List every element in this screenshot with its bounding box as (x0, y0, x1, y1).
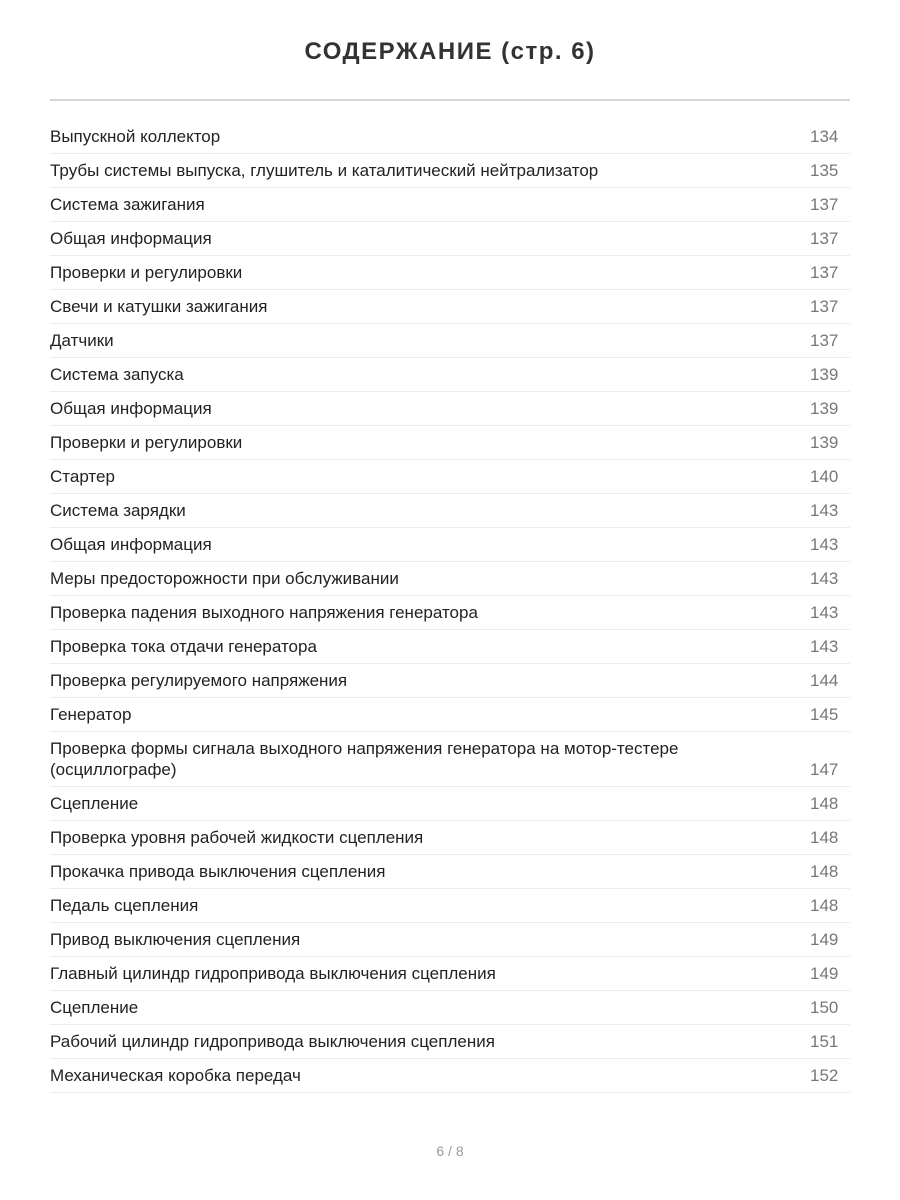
toc-entry[interactable] (50, 821, 850, 855)
toc-entry-page: 149 (810, 964, 839, 983)
toc-entry[interactable] (50, 392, 850, 426)
toc-entry[interactable] (50, 256, 850, 290)
toc-entry-page: 137 (810, 331, 839, 350)
toc-entry-title: Привод выключения сцепления (50, 930, 301, 949)
toc-entry[interactable] (50, 222, 850, 256)
toc-entry[interactable] (50, 698, 850, 732)
toc-entry[interactable] (50, 889, 850, 923)
toc-entry-title: Сцепление (50, 998, 139, 1017)
toc-entry-title: Генератор (50, 705, 132, 724)
toc-entry-title: Проверки и регулировки (50, 433, 243, 452)
toc-entry[interactable] (50, 426, 850, 460)
toc-entry-page: 149 (810, 930, 839, 949)
toc-entry[interactable] (50, 787, 850, 821)
toc-entry[interactable] (50, 664, 850, 698)
toc-entry-title: Проверки и регулировки (50, 263, 243, 282)
toc-entry-page: 152 (810, 1066, 839, 1085)
toc-entry[interactable] (50, 630, 850, 664)
toc-entry-page: 139 (810, 399, 839, 418)
toc-entry-page: 147 (810, 760, 839, 779)
toc-entry-page: 148 (810, 794, 839, 813)
toc-entry-page: 139 (810, 365, 839, 384)
toc-entry-title: Сцепление (50, 794, 139, 813)
toc-entry-page: 151 (810, 1032, 839, 1051)
toc-entry[interactable] (50, 732, 850, 787)
toc-entry-title: Проверка формы сигнала выходного напряжения генератора на мотор-тестере (осциллографе) (50, 739, 679, 779)
toc-entry-title: Прокачка привода выключения сцепления (50, 862, 386, 881)
table-of-contents (50, 120, 850, 1093)
title-divider (50, 99, 850, 101)
toc-entry-title: Общая информация (50, 229, 212, 248)
toc-entry-title: Механическая коробка передач (50, 1066, 301, 1085)
toc-entry-page: 143 (810, 637, 839, 656)
toc-entry-page: 139 (810, 433, 839, 452)
toc-entry-title: Педаль сцепления (50, 896, 199, 915)
toc-entry-page: 148 (810, 828, 839, 847)
toc-entry-page: 148 (810, 896, 839, 915)
toc-entry-page: 137 (810, 195, 839, 214)
toc-entry-title: Проверка уровня рабочей жидкости сцепления (50, 828, 424, 847)
page-title: СОДЕРЖАНИЕ (стр. 6) (304, 38, 596, 65)
toc-entry[interactable] (50, 1059, 850, 1093)
toc-entry-page: 143 (810, 535, 839, 554)
toc-entry[interactable] (50, 494, 850, 528)
toc-entry-title: Стартер (50, 467, 115, 486)
toc-entry[interactable] (50, 596, 850, 630)
toc-entry-page: 143 (810, 501, 839, 520)
toc-entry[interactable] (50, 324, 850, 358)
toc-entry-page: 134 (810, 127, 839, 146)
toc-entry-title: Главный цилиндр гидропривода выключения сцепления (50, 964, 496, 983)
toc-entry-page: 144 (810, 671, 839, 690)
toc-entry-page: 143 (810, 603, 839, 622)
toc-entry-page: 137 (810, 229, 839, 248)
toc-entry-title: Проверка падения выходного напряжения генератора (50, 603, 478, 622)
toc-entry[interactable] (50, 991, 850, 1025)
toc-entry-title: Система зажигания (50, 195, 205, 214)
toc-entry[interactable] (50, 855, 850, 889)
toc-entry-page: 148 (810, 862, 839, 881)
toc-entry-title: Рабочий цилиндр гидропривода выключения сцепления (50, 1032, 495, 1051)
toc-entry[interactable] (50, 290, 850, 324)
toc-entry-page: 135 (810, 161, 839, 180)
toc-entry[interactable] (50, 120, 850, 154)
toc-entry-title: Меры предосторожности при обслуживании (50, 569, 399, 588)
toc-entry-page: 150 (810, 998, 839, 1017)
toc-entry-title: Проверка регулируемого напряжения (50, 671, 348, 690)
toc-entry[interactable] (50, 562, 850, 596)
toc-entry-title: Система зарядки (50, 501, 186, 520)
toc-entry-page: 145 (810, 705, 839, 724)
toc-entry[interactable] (50, 188, 850, 222)
toc-entry-title: Трубы системы выпуска, глушитель и каталитический нейтрализатор (50, 161, 599, 180)
toc-entry-title: Система запуска (50, 365, 184, 384)
toc-entry[interactable] (50, 358, 850, 392)
toc-entry[interactable] (50, 528, 850, 562)
toc-entry-page: 137 (810, 263, 839, 282)
toc-entry[interactable] (50, 1025, 850, 1059)
toc-entry-page: 137 (810, 297, 839, 316)
toc-entry-page: 143 (810, 569, 839, 588)
toc-entry-title: Общая информация (50, 535, 212, 554)
toc-entry[interactable] (50, 154, 850, 188)
toc-entry[interactable] (50, 957, 850, 991)
toc-entry-title: Выпускной коллектор (50, 127, 221, 146)
toc-entry-title: Общая информация (50, 399, 212, 418)
toc-entry[interactable] (50, 460, 850, 494)
toc-entry-title: Проверка тока отдачи генератора (50, 637, 317, 656)
page-indicator: 6 / 8 (436, 1143, 464, 1159)
toc-entry-title: Датчики (50, 331, 114, 350)
toc-entry-title: Свечи и катушки зажигания (50, 297, 268, 316)
toc-entry-page: 140 (810, 467, 839, 486)
toc-entry[interactable] (50, 923, 850, 957)
